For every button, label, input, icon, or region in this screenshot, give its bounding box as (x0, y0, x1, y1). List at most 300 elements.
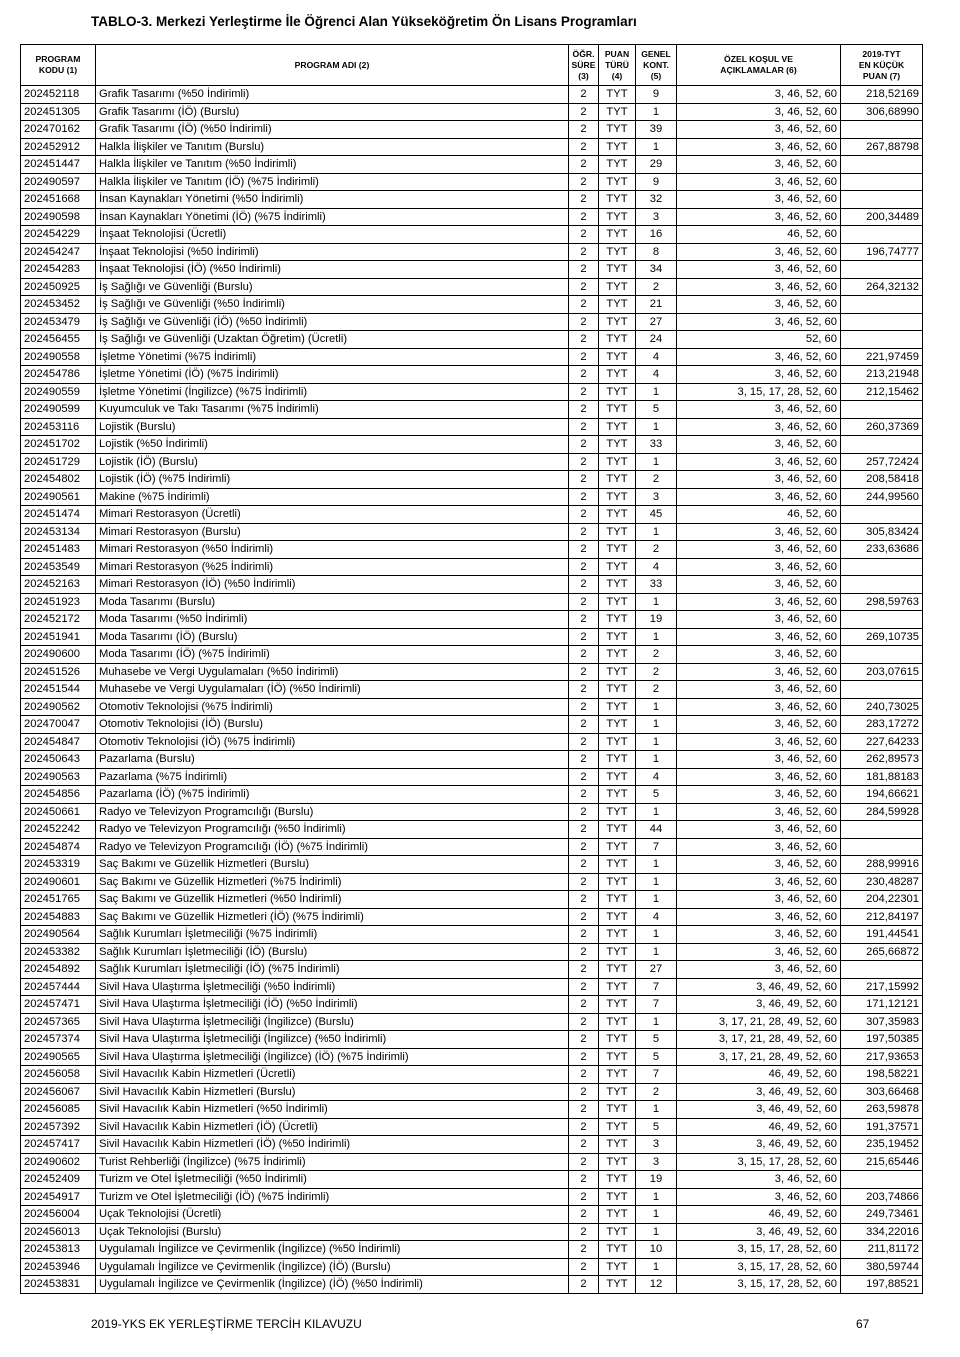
cell-program-code: 202453382 (21, 943, 96, 961)
cell-duration: 2 (569, 418, 599, 436)
table-row (21, 1013, 923, 1031)
cell-quota: 1 (636, 873, 677, 891)
cell-program-name: Pazarlama (İÖ) (%75 İndirimli) (96, 786, 569, 804)
cell-duration: 2 (569, 768, 599, 786)
cell-program-name: Saç Bakımı ve Güzellik Hizmetleri (İÖ) (%75 İndirimli) (96, 908, 569, 926)
cell-score-type: TYT (599, 418, 636, 436)
cell-program-name: Sivil Hava Ulaştırma İşletmeciliği (İngilizce) (İÖ) (%75 İndirimli) (96, 1048, 569, 1066)
cell-program-name: Sağlık Kurumları İşletmeciliği (%75 İndirimli) (96, 926, 569, 944)
cell-program-name: Otomotiv Teknolojisi (İÖ) (Burslu) (96, 716, 569, 734)
cell-duration: 2 (569, 803, 599, 821)
cell-min-score: 217,15992 (841, 978, 923, 996)
header-duration: ÖĞR. SÜRE (3) (569, 45, 599, 86)
cell-program-name: Lojistik (İÖ) (Burslu) (96, 453, 569, 471)
cell-program-name: Radyo ve Televizyon Programcılığı (İÖ) (%75 İndirimli) (96, 838, 569, 856)
cell-duration: 2 (569, 1048, 599, 1066)
cell-quota: 3 (636, 1153, 677, 1171)
table-row (21, 296, 923, 314)
cell-min-score (841, 611, 923, 629)
cell-quota: 19 (636, 1171, 677, 1189)
table-row (21, 401, 923, 419)
cell-conditions: 3, 46, 52, 60 (677, 278, 841, 296)
cell-score-type: TYT (599, 926, 636, 944)
cell-program-name: Halkla İlişkiler ve Tanıtım (İÖ) (%75 İndirimli) (96, 173, 569, 191)
cell-min-score: 218,52169 (841, 86, 923, 104)
cell-program-code: 202453813 (21, 1241, 96, 1259)
cell-program-name: Lojistik (İÖ) (%75 İndirimli) (96, 471, 569, 489)
table-row (21, 1171, 923, 1189)
cell-quota: 2 (636, 646, 677, 664)
cell-program-name: İşletme Yönetimi (İngilizce) (%75 İndirimli) (96, 383, 569, 401)
cell-program-name: Sivil Hava Ulaştırma İşletmeciliği (İÖ) (%50 İndirimli) (96, 996, 569, 1014)
table-row (21, 961, 923, 979)
cell-score-type: TYT (599, 891, 636, 909)
cell-program-name: Turizm ve Otel İşletmeciliği (%50 İndirimli) (96, 1171, 569, 1189)
cell-quota: 4 (636, 366, 677, 384)
page-number: 67 (856, 1317, 870, 1331)
cell-quota: 45 (636, 506, 677, 524)
cell-quota: 7 (636, 838, 677, 856)
table-row (21, 506, 923, 524)
cell-program-code: 202490563 (21, 768, 96, 786)
table-row (21, 1206, 923, 1224)
cell-quota: 2 (636, 471, 677, 489)
cell-program-name: İnşaat Teknolojisi (İÖ) (%50 İndirimli) (96, 261, 569, 279)
cell-min-score: 217,93653 (841, 1048, 923, 1066)
cell-min-score: 191,37571 (841, 1118, 923, 1136)
cell-duration: 2 (569, 1153, 599, 1171)
cell-program-code: 202453319 (21, 856, 96, 874)
cell-min-score: 191,44541 (841, 926, 923, 944)
cell-conditions: 3, 46, 52, 60 (677, 348, 841, 366)
cell-program-name: Grafik Tasarımı (İÖ) (%50 İndirimli) (96, 121, 569, 139)
cell-program-code: 202490558 (21, 348, 96, 366)
table-row (21, 716, 923, 734)
cell-conditions: 46, 52, 60 (677, 506, 841, 524)
cell-quota: 4 (636, 558, 677, 576)
cell-duration: 2 (569, 173, 599, 191)
cell-quota: 5 (636, 401, 677, 419)
table-row (21, 86, 923, 104)
cell-duration: 2 (569, 226, 599, 244)
cell-duration: 2 (569, 961, 599, 979)
cell-conditions: 46, 49, 52, 60 (677, 1066, 841, 1084)
cell-program-code: 202451447 (21, 156, 96, 174)
cell-min-score: 196,74777 (841, 243, 923, 261)
cell-duration: 2 (569, 663, 599, 681)
cell-quota: 5 (636, 1048, 677, 1066)
cell-score-type: TYT (599, 1188, 636, 1206)
cell-quota: 1 (636, 698, 677, 716)
cell-min-score: 208,58418 (841, 471, 923, 489)
cell-program-name: Sivil Havacılık Kabin Hizmetleri (Burslu) (96, 1083, 569, 1101)
cell-program-code: 202457417 (21, 1136, 96, 1154)
cell-duration: 2 (569, 366, 599, 384)
cell-quota: 1 (636, 1206, 677, 1224)
cell-quota: 12 (636, 1276, 677, 1294)
cell-duration: 2 (569, 908, 599, 926)
cell-program-name: Grafik Tasarımı (%50 İndirimli) (96, 86, 569, 104)
cell-duration: 2 (569, 733, 599, 751)
cell-duration: 2 (569, 576, 599, 594)
table-row (21, 331, 923, 349)
cell-min-score: 212,15462 (841, 383, 923, 401)
cell-min-score: 204,22301 (841, 891, 923, 909)
cell-min-score: 263,59878 (841, 1101, 923, 1119)
cell-quota: 10 (636, 1241, 677, 1259)
cell-program-name: Otomotiv Teknolojisi (%75 İndirimli) (96, 698, 569, 716)
cell-quota: 4 (636, 768, 677, 786)
cell-score-type: TYT (599, 786, 636, 804)
cell-program-name: Lojistik (%50 İndirimli) (96, 436, 569, 454)
table-row (21, 173, 923, 191)
table-row (21, 313, 923, 331)
cell-min-score: 306,68990 (841, 103, 923, 121)
table-row (21, 103, 923, 121)
cell-conditions: 3, 17, 21, 28, 49, 52, 60 (677, 1013, 841, 1031)
cell-score-type: TYT (599, 821, 636, 839)
cell-quota: 34 (636, 261, 677, 279)
cell-program-code: 202454874 (21, 838, 96, 856)
cell-quota: 1 (636, 383, 677, 401)
cell-program-name: Sağlık Kurumları İşletmeciliği (İÖ) (%75 İndirimli) (96, 961, 569, 979)
cell-program-code: 202451483 (21, 541, 96, 559)
cell-duration: 2 (569, 348, 599, 366)
table-body (21, 86, 923, 1294)
cell-duration: 2 (569, 558, 599, 576)
cell-quota: 9 (636, 86, 677, 104)
table-row (21, 1031, 923, 1049)
cell-quota: 19 (636, 611, 677, 629)
cell-quota: 44 (636, 821, 677, 839)
cell-min-score: 380,59744 (841, 1258, 923, 1276)
cell-conditions: 3, 17, 21, 28, 49, 52, 60 (677, 1031, 841, 1049)
cell-score-type: TYT (599, 471, 636, 489)
cell-score-type: TYT (599, 348, 636, 366)
cell-program-code: 202452242 (21, 821, 96, 839)
table-row (21, 1118, 923, 1136)
cell-conditions: 3, 46, 52, 60 (677, 436, 841, 454)
cell-program-name: Mimari Restorasyon (Ücretli) (96, 506, 569, 524)
cell-duration: 2 (569, 471, 599, 489)
cell-conditions: 3, 46, 52, 60 (677, 611, 841, 629)
cell-duration: 2 (569, 681, 599, 699)
cell-min-score (841, 173, 923, 191)
cell-program-code: 202451526 (21, 663, 96, 681)
cell-min-score (841, 558, 923, 576)
cell-min-score: 197,88521 (841, 1276, 923, 1294)
cell-program-code: 202456013 (21, 1223, 96, 1241)
cell-program-code: 202456455 (21, 331, 96, 349)
cell-program-name: Makine (%75 İndirimli) (96, 488, 569, 506)
cell-min-score: 230,48287 (841, 873, 923, 891)
cell-min-score (841, 576, 923, 594)
cell-program-name: Mimari Restorasyon (%25 İndirimli) (96, 558, 569, 576)
table-row (21, 488, 923, 506)
cell-program-name: İşletme Yönetimi (%75 İndirimli) (96, 348, 569, 366)
cell-program-name: Radyo ve Televizyon Programcılığı (Burslu) (96, 803, 569, 821)
cell-conditions: 3, 46, 52, 60 (677, 523, 841, 541)
cell-quota: 1 (636, 1101, 677, 1119)
cell-conditions: 3, 46, 52, 60 (677, 138, 841, 156)
cell-quota: 1 (636, 926, 677, 944)
cell-score-type: TYT (599, 506, 636, 524)
cell-score-type: TYT (599, 978, 636, 996)
cell-duration: 2 (569, 488, 599, 506)
cell-conditions: 3, 46, 52, 60 (677, 296, 841, 314)
cell-conditions: 46, 52, 60 (677, 226, 841, 244)
cell-conditions: 3, 46, 52, 60 (677, 716, 841, 734)
cell-program-code: 202451923 (21, 593, 96, 611)
table-row (21, 891, 923, 909)
cell-min-score (841, 821, 923, 839)
table-header-row (21, 45, 923, 86)
cell-quota: 39 (636, 121, 677, 139)
cell-duration: 2 (569, 156, 599, 174)
cell-program-code: 202457444 (21, 978, 96, 996)
cell-program-code: 202451544 (21, 681, 96, 699)
cell-duration: 2 (569, 698, 599, 716)
cell-min-score: 249,73461 (841, 1206, 923, 1224)
table-row (21, 593, 923, 611)
cell-duration: 2 (569, 401, 599, 419)
cell-duration: 2 (569, 943, 599, 961)
cell-quota: 1 (636, 716, 677, 734)
cell-program-code: 202452409 (21, 1171, 96, 1189)
cell-quota: 1 (636, 103, 677, 121)
cell-program-name: Saç Bakımı ve Güzellik Hizmetleri (%75 İndirimli) (96, 873, 569, 891)
cell-quota: 2 (636, 278, 677, 296)
cell-min-score: 265,66872 (841, 943, 923, 961)
cell-score-type: TYT (599, 138, 636, 156)
cell-min-score: 235,19452 (841, 1136, 923, 1154)
cell-quota: 5 (636, 1118, 677, 1136)
cell-duration: 2 (569, 646, 599, 664)
cell-program-code: 202456085 (21, 1101, 96, 1119)
cell-program-code: 202451474 (21, 506, 96, 524)
cell-score-type: TYT (599, 856, 636, 874)
cell-score-type: TYT (599, 1153, 636, 1171)
cell-score-type: TYT (599, 1118, 636, 1136)
cell-quota: 33 (636, 576, 677, 594)
cell-program-code: 202453134 (21, 523, 96, 541)
cell-score-type: TYT (599, 226, 636, 244)
cell-quota: 4 (636, 908, 677, 926)
cell-conditions: 3, 15, 17, 28, 52, 60 (677, 1258, 841, 1276)
cell-program-code: 202454283 (21, 261, 96, 279)
cell-conditions: 3, 46, 52, 60 (677, 856, 841, 874)
cell-duration: 2 (569, 1083, 599, 1101)
cell-min-score: 307,35983 (841, 1013, 923, 1031)
cell-duration: 2 (569, 523, 599, 541)
table-row (21, 611, 923, 629)
cell-min-score: 305,83424 (841, 523, 923, 541)
cell-duration: 2 (569, 541, 599, 559)
cell-quota: 29 (636, 156, 677, 174)
cell-program-code: 202490564 (21, 926, 96, 944)
cell-min-score: 257,72424 (841, 453, 923, 471)
cell-program-name: Halkla İlişkiler ve Tanıtım (%50 İndirimli) (96, 156, 569, 174)
cell-conditions: 3, 46, 52, 60 (677, 453, 841, 471)
cell-score-type: TYT (599, 103, 636, 121)
cell-program-code: 202490597 (21, 173, 96, 191)
cell-min-score: 181,88183 (841, 768, 923, 786)
cell-score-type: TYT (599, 628, 636, 646)
cell-quota: 3 (636, 488, 677, 506)
cell-duration: 2 (569, 261, 599, 279)
cell-program-code: 202453479 (21, 313, 96, 331)
cell-duration: 2 (569, 1118, 599, 1136)
cell-quota: 7 (636, 978, 677, 996)
cell-conditions: 3, 46, 52, 60 (677, 86, 841, 104)
cell-program-code: 202490561 (21, 488, 96, 506)
cell-quota: 2 (636, 681, 677, 699)
cell-duration: 2 (569, 1241, 599, 1259)
cell-conditions: 3, 46, 52, 60 (677, 751, 841, 769)
cell-quota: 2 (636, 541, 677, 559)
cell-program-name: Sivil Hava Ulaştırma İşletmeciliği (%50 İndirimli) (96, 978, 569, 996)
cell-quota: 16 (636, 226, 677, 244)
page-title: TABLO-3. Merkezi Yerleştirme İle Öğrenci Alan Yükseköğretim Ön Lisans Programları (91, 14, 637, 29)
cell-program-code: 202457365 (21, 1013, 96, 1031)
cell-program-code: 202470047 (21, 716, 96, 734)
cell-min-score: 200,34489 (841, 208, 923, 226)
cell-score-type: TYT (599, 86, 636, 104)
table-row (21, 261, 923, 279)
cell-quota: 2 (636, 1083, 677, 1101)
cell-score-type: TYT (599, 261, 636, 279)
cell-program-name: İnsan Kaynakları Yönetimi (İÖ) (%75 İndirimli) (96, 208, 569, 226)
cell-program-name: Pazarlama (%75 İndirimli) (96, 768, 569, 786)
cell-duration: 2 (569, 1206, 599, 1224)
cell-program-code: 202452163 (21, 576, 96, 594)
table-row (21, 208, 923, 226)
table-row (21, 681, 923, 699)
cell-program-name: Pazarlama (Burslu) (96, 751, 569, 769)
cell-program-code: 202454917 (21, 1188, 96, 1206)
cell-quota: 33 (636, 436, 677, 454)
cell-min-score (841, 261, 923, 279)
table-row (21, 698, 923, 716)
cell-program-code: 202452118 (21, 86, 96, 104)
cell-score-type: TYT (599, 716, 636, 734)
cell-quota: 5 (636, 786, 677, 804)
cell-program-code: 202454856 (21, 786, 96, 804)
cell-program-code: 202450661 (21, 803, 96, 821)
table-row (21, 453, 923, 471)
table-row (21, 1083, 923, 1101)
cell-conditions: 3, 46, 52, 60 (677, 681, 841, 699)
header-program-name: PROGRAM ADI (2) (96, 45, 569, 86)
cell-program-name: İnsan Kaynakları Yönetimi (%50 İndirimli) (96, 191, 569, 209)
cell-min-score (841, 156, 923, 174)
cell-conditions: 3, 46, 49, 52, 60 (677, 1136, 841, 1154)
table-row (21, 1223, 923, 1241)
cell-min-score (841, 1171, 923, 1189)
cell-conditions: 3, 15, 17, 28, 52, 60 (677, 1153, 841, 1171)
cell-duration: 2 (569, 1101, 599, 1119)
cell-duration: 2 (569, 1013, 599, 1031)
cell-min-score (841, 331, 923, 349)
table-row (21, 768, 923, 786)
cell-score-type: TYT (599, 401, 636, 419)
cell-score-type: TYT (599, 1258, 636, 1276)
table-row (21, 138, 923, 156)
cell-program-code: 202451702 (21, 436, 96, 454)
cell-conditions: 3, 46, 52, 60 (677, 698, 841, 716)
cell-quota: 7 (636, 1066, 677, 1084)
cell-program-code: 202490562 (21, 698, 96, 716)
table-row (21, 1241, 923, 1259)
cell-duration: 2 (569, 191, 599, 209)
cell-min-score (841, 296, 923, 314)
cell-min-score: 240,73025 (841, 698, 923, 716)
cell-program-name: Moda Tasarımı (Burslu) (96, 593, 569, 611)
cell-program-code: 202490601 (21, 873, 96, 891)
cell-duration: 2 (569, 593, 599, 611)
cell-program-code: 202453549 (21, 558, 96, 576)
cell-quota: 1 (636, 733, 677, 751)
cell-score-type: TYT (599, 488, 636, 506)
cell-duration: 2 (569, 1031, 599, 1049)
cell-min-score: 284,59928 (841, 803, 923, 821)
cell-conditions: 3, 46, 52, 60 (677, 401, 841, 419)
cell-program-code: 202452912 (21, 138, 96, 156)
table-row (21, 908, 923, 926)
cell-conditions: 3, 46, 52, 60 (677, 191, 841, 209)
cell-conditions: 3, 46, 52, 60 (677, 891, 841, 909)
cell-conditions: 3, 46, 52, 60 (677, 873, 841, 891)
cell-conditions: 3, 46, 52, 60 (677, 156, 841, 174)
table-row (21, 523, 923, 541)
table-row (21, 628, 923, 646)
table-row (21, 1276, 923, 1294)
cell-program-name: Uygulamalı İngilizce ve Çevirmenlik (İngilizce) (İÖ) (Burslu) (96, 1258, 569, 1276)
cell-program-code: 202454892 (21, 961, 96, 979)
cell-quota: 1 (636, 751, 677, 769)
cell-min-score: 303,66468 (841, 1083, 923, 1101)
table-row (21, 646, 923, 664)
cell-score-type: TYT (599, 331, 636, 349)
cell-quota: 1 (636, 593, 677, 611)
cell-duration: 2 (569, 856, 599, 874)
cell-program-code: 202450643 (21, 751, 96, 769)
cell-program-name: Halkla İlişkiler ve Tanıtım (Burslu) (96, 138, 569, 156)
cell-conditions: 3, 46, 52, 60 (677, 418, 841, 436)
cell-score-type: TYT (599, 1083, 636, 1101)
cell-program-name: Muhasebe ve Vergi Uygulamaları (İÖ) (%50 İndirimli) (96, 681, 569, 699)
cell-score-type: TYT (599, 558, 636, 576)
cell-conditions: 3, 46, 52, 60 (677, 961, 841, 979)
cell-quota: 1 (636, 1013, 677, 1031)
table-row (21, 856, 923, 874)
cell-quota: 4 (636, 348, 677, 366)
cell-conditions: 46, 49, 52, 60 (677, 1118, 841, 1136)
table-row (21, 243, 923, 261)
cell-duration: 2 (569, 296, 599, 314)
cell-program-code: 202451765 (21, 891, 96, 909)
header-conditions: ÖZEL KOŞUL VE AÇIKLAMALAR (6) (677, 45, 841, 86)
cell-min-score: 244,99560 (841, 488, 923, 506)
cell-score-type: TYT (599, 366, 636, 384)
cell-score-type: TYT (599, 1241, 636, 1259)
footer-guide-title: 2019-YKS EK YERLEŞTİRME TERCİH KILAVUZU (91, 1317, 362, 1331)
cell-program-code: 202456004 (21, 1206, 96, 1224)
cell-min-score: 269,10735 (841, 628, 923, 646)
table-row (21, 996, 923, 1014)
cell-program-name: Saç Bakımı ve Güzellik Hizmetleri (%50 İndirimli) (96, 891, 569, 909)
cell-min-score: 213,21948 (841, 366, 923, 384)
